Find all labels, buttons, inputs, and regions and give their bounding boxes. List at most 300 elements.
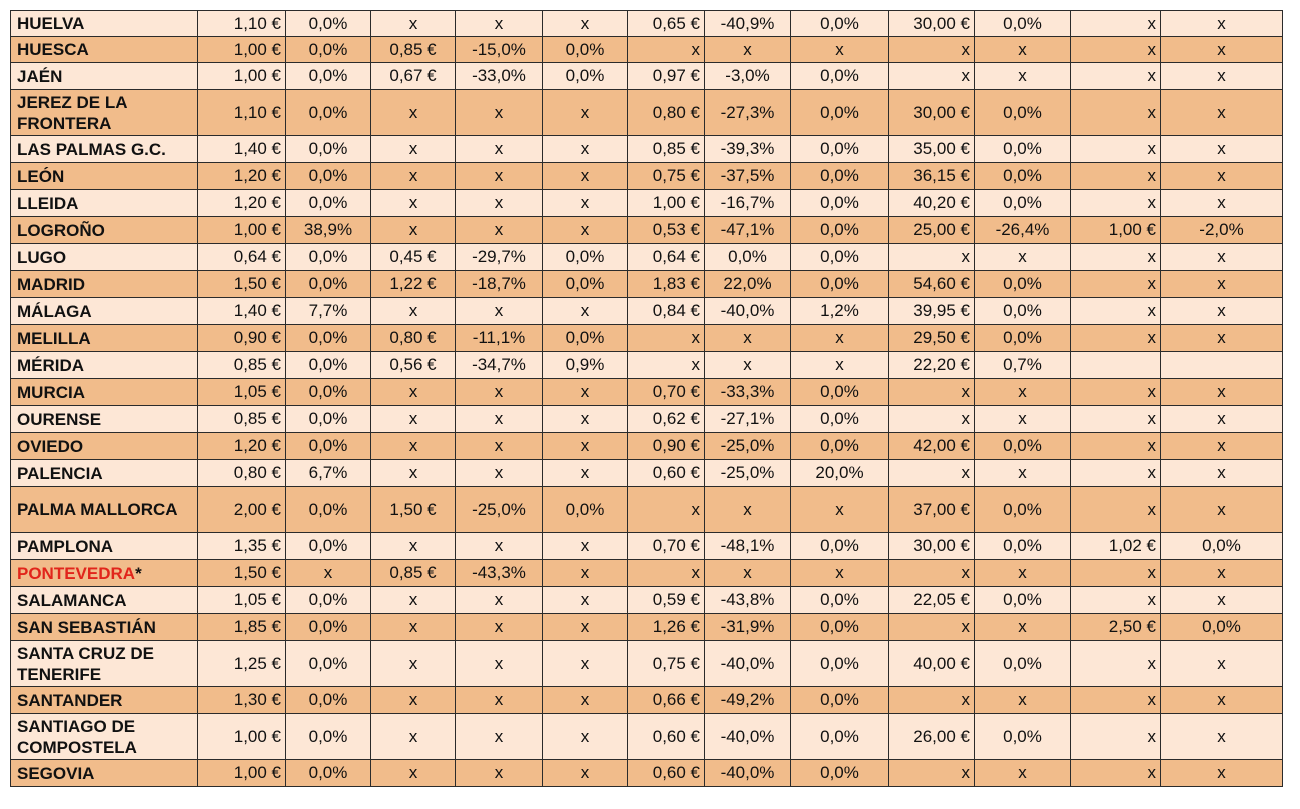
value-cell: 1,35 € <box>198 533 286 560</box>
table-row <box>11 433 1283 460</box>
value-cell: 0,0% <box>791 190 889 217</box>
value-cell: 1,00 € <box>198 63 286 90</box>
city-name: MÁLAGA <box>17 301 92 321</box>
city-cell <box>11 190 198 217</box>
value-cell: 0,66 € <box>628 687 705 714</box>
table-row <box>11 533 1283 560</box>
value-cell: 0,0% <box>286 379 371 406</box>
city-cell <box>11 760 198 787</box>
value-cell: 0,0% <box>975 533 1071 560</box>
value-cell: x <box>975 406 1071 433</box>
city-name: MURCIA <box>17 382 85 402</box>
value-cell: 0,0% <box>286 63 371 90</box>
value-cell: x <box>543 298 628 325</box>
value-cell: 30,00 € <box>889 11 975 37</box>
value-cell: 6,7% <box>286 460 371 487</box>
value-cell: 1,50 € <box>198 560 286 587</box>
value-cell: x <box>1071 271 1161 298</box>
value-cell: -27,3% <box>705 90 791 136</box>
city-cell <box>11 325 198 352</box>
value-cell: 0,0% <box>286 406 371 433</box>
value-cell: x <box>1071 487 1161 533</box>
value-cell: 0,80 € <box>371 325 456 352</box>
value-cell: x <box>705 325 791 352</box>
city-cell <box>11 687 198 714</box>
value-cell: 0,64 € <box>628 244 705 271</box>
value-cell: x <box>371 217 456 244</box>
value-cell: x <box>543 379 628 406</box>
city-name: JEREZ DE LA FRONTERA <box>17 92 127 133</box>
value-cell: x <box>1161 298 1283 325</box>
value-cell: 1,50 € <box>371 487 456 533</box>
value-cell: 36,15 € <box>889 163 975 190</box>
city-name: LOGROÑO <box>17 220 105 240</box>
city-cell <box>11 614 198 641</box>
value-cell: x <box>889 244 975 271</box>
value-cell: 0,85 € <box>371 560 456 587</box>
value-cell: 0,0% <box>975 714 1071 760</box>
value-cell: -25,0% <box>705 460 791 487</box>
value-cell: x <box>889 37 975 63</box>
value-cell: x <box>371 406 456 433</box>
value-cell: 1,2% <box>791 298 889 325</box>
value-cell: 0,0% <box>286 433 371 460</box>
table-row <box>11 614 1283 641</box>
value-cell: 1,00 € <box>198 760 286 787</box>
value-cell <box>1071 352 1161 379</box>
city-cell <box>11 244 198 271</box>
value-cell: 0,0% <box>791 433 889 460</box>
value-cell: x <box>371 533 456 560</box>
value-cell: 0,0% <box>975 325 1071 352</box>
city-name: PALMA MALLORCA <box>17 500 178 519</box>
table-row <box>11 352 1283 379</box>
value-cell: x <box>1161 11 1283 37</box>
value-cell: -43,3% <box>456 560 543 587</box>
value-cell: 0,0% <box>286 11 371 37</box>
value-cell: -34,7% <box>456 352 543 379</box>
city-name: LEÓN <box>17 166 65 186</box>
value-cell <box>1161 352 1283 379</box>
table-row <box>11 11 1283 37</box>
value-cell: 0,0% <box>286 614 371 641</box>
value-cell: x <box>1161 90 1283 136</box>
value-cell: x <box>1161 760 1283 787</box>
value-cell: x <box>1161 714 1283 760</box>
value-cell: x <box>286 560 371 587</box>
value-cell: -29,7% <box>456 244 543 271</box>
value-cell: x <box>543 641 628 687</box>
value-cell: -48,1% <box>705 533 791 560</box>
value-cell: 0,0% <box>791 641 889 687</box>
value-cell: -33,0% <box>456 63 543 90</box>
value-cell: x <box>543 760 628 787</box>
value-cell: x <box>456 190 543 217</box>
value-cell: 0,0% <box>975 163 1071 190</box>
value-cell: -40,0% <box>705 714 791 760</box>
value-cell: x <box>371 460 456 487</box>
table-row <box>11 136 1283 163</box>
value-cell: -43,8% <box>705 587 791 614</box>
value-cell: x <box>543 136 628 163</box>
value-cell: x <box>371 587 456 614</box>
value-cell: 0,85 € <box>198 406 286 433</box>
value-cell: x <box>1161 687 1283 714</box>
table-row <box>11 487 1283 533</box>
city-name: MELILLA <box>17 328 91 348</box>
city-name: LUGO <box>17 247 67 267</box>
value-cell: -40,0% <box>705 298 791 325</box>
value-cell: 0,60 € <box>628 460 705 487</box>
city-cell <box>11 163 198 190</box>
value-cell: 0,0% <box>975 641 1071 687</box>
table-row <box>11 687 1283 714</box>
value-cell: 0,0% <box>286 714 371 760</box>
city-name: PAMPLONA <box>17 536 114 556</box>
value-cell: 0,0% <box>543 244 628 271</box>
value-cell: x <box>975 460 1071 487</box>
value-cell: x <box>889 760 975 787</box>
value-cell: x <box>975 560 1071 587</box>
value-cell: 39,95 € <box>889 298 975 325</box>
city-cell <box>11 11 198 37</box>
value-cell: x <box>1161 163 1283 190</box>
value-cell: 1,02 € <box>1071 533 1161 560</box>
value-cell: 26,00 € <box>889 714 975 760</box>
city-name: LLEIDA <box>17 193 79 213</box>
value-cell: 29,50 € <box>889 325 975 352</box>
value-cell: x <box>889 614 975 641</box>
value-cell: 1,05 € <box>198 379 286 406</box>
city-cell <box>11 217 198 244</box>
value-cell: 0,75 € <box>628 641 705 687</box>
city-name: PONTEVEDRA <box>17 563 136 583</box>
value-cell: -25,0% <box>456 487 543 533</box>
value-cell: x <box>456 714 543 760</box>
value-cell: x <box>628 487 705 533</box>
value-cell: x <box>889 560 975 587</box>
value-cell: 1,26 € <box>628 614 705 641</box>
value-cell: 0,0% <box>791 760 889 787</box>
value-cell: 0,62 € <box>628 406 705 433</box>
value-cell: 1,40 € <box>198 136 286 163</box>
value-cell: x <box>1161 460 1283 487</box>
value-cell: x <box>791 37 889 63</box>
value-cell: 2,50 € <box>1071 614 1161 641</box>
value-cell: -16,7% <box>705 190 791 217</box>
value-cell: 1,00 € <box>198 217 286 244</box>
value-cell: 1,83 € <box>628 271 705 298</box>
value-cell: -18,7% <box>456 271 543 298</box>
value-cell: x <box>371 760 456 787</box>
value-cell: 30,00 € <box>889 90 975 136</box>
value-cell: x <box>543 614 628 641</box>
value-cell: x <box>371 714 456 760</box>
value-cell: 0,0% <box>791 379 889 406</box>
value-cell: 0,59 € <box>628 587 705 614</box>
value-cell: x <box>456 587 543 614</box>
value-cell: 0,0% <box>975 90 1071 136</box>
value-cell: x <box>1071 163 1161 190</box>
value-cell: x <box>975 63 1071 90</box>
value-cell: x <box>1071 298 1161 325</box>
value-cell: 37,00 € <box>889 487 975 533</box>
value-cell: -27,1% <box>705 406 791 433</box>
value-cell: 0,0% <box>543 271 628 298</box>
value-cell: 0,0% <box>286 352 371 379</box>
value-cell: x <box>628 325 705 352</box>
value-cell: -39,3% <box>705 136 791 163</box>
value-cell: -15,0% <box>456 37 543 63</box>
city-cell <box>11 90 198 136</box>
city-cell <box>11 641 198 687</box>
city-name: SEGOVIA <box>17 763 95 783</box>
value-cell: 1,25 € <box>198 641 286 687</box>
value-cell: 0,0% <box>791 11 889 37</box>
value-cell: 0,0% <box>286 163 371 190</box>
value-cell: 0,0% <box>791 244 889 271</box>
value-cell: x <box>628 37 705 63</box>
city-cell <box>11 136 198 163</box>
value-cell: x <box>791 560 889 587</box>
city-cell <box>11 37 198 63</box>
value-cell: x <box>543 560 628 587</box>
value-cell: x <box>543 533 628 560</box>
value-cell: x <box>791 487 889 533</box>
value-cell: x <box>456 217 543 244</box>
value-cell: 0,0% <box>286 190 371 217</box>
value-cell: x <box>1071 560 1161 587</box>
value-cell: x <box>1071 136 1161 163</box>
value-cell: x <box>456 406 543 433</box>
price-table <box>10 10 1283 787</box>
value-cell: x <box>456 379 543 406</box>
value-cell: x <box>1161 136 1283 163</box>
value-cell: 0,0% <box>543 63 628 90</box>
value-cell: 0,0% <box>286 136 371 163</box>
table-row <box>11 298 1283 325</box>
value-cell: x <box>1071 714 1161 760</box>
value-cell: 42,00 € <box>889 433 975 460</box>
value-cell: x <box>543 460 628 487</box>
value-cell: x <box>371 190 456 217</box>
value-cell: 0,75 € <box>628 163 705 190</box>
value-cell: 1,00 € <box>198 37 286 63</box>
value-cell: 0,80 € <box>198 460 286 487</box>
value-cell: 1,20 € <box>198 163 286 190</box>
value-cell: 0,0% <box>286 587 371 614</box>
value-cell: 0,60 € <box>628 714 705 760</box>
value-cell: x <box>1071 190 1161 217</box>
value-cell: 35,00 € <box>889 136 975 163</box>
value-cell: 0,0% <box>1161 614 1283 641</box>
value-cell: x <box>456 136 543 163</box>
value-cell: x <box>889 63 975 90</box>
city-name: SANTIAGO DE COMPOSTELA <box>17 716 137 757</box>
value-cell: 1,20 € <box>198 190 286 217</box>
table-row <box>11 244 1283 271</box>
value-cell: 0,60 € <box>628 760 705 787</box>
city-name: HUELVA <box>17 14 85 33</box>
value-cell: x <box>889 406 975 433</box>
value-cell: 0,0% <box>975 433 1071 460</box>
value-cell: 0,0% <box>543 37 628 63</box>
city-cell <box>11 406 198 433</box>
value-cell: x <box>543 714 628 760</box>
value-cell: 0,0% <box>286 641 371 687</box>
city-marker: * <box>135 563 142 583</box>
value-cell: -40,0% <box>705 641 791 687</box>
value-cell: x <box>1071 325 1161 352</box>
value-cell: x <box>1161 190 1283 217</box>
value-cell: x <box>1071 244 1161 271</box>
value-cell: 0,70 € <box>628 533 705 560</box>
value-cell: x <box>456 90 543 136</box>
value-cell: -40,9% <box>705 11 791 37</box>
value-cell: -26,4% <box>975 217 1071 244</box>
value-cell: 1,22 € <box>371 271 456 298</box>
value-cell: x <box>456 433 543 460</box>
city-name: SALAMANCA <box>17 590 127 610</box>
city-cell <box>11 587 198 614</box>
value-cell: x <box>371 136 456 163</box>
value-cell: x <box>456 460 543 487</box>
value-cell: x <box>1161 244 1283 271</box>
value-cell: x <box>1161 487 1283 533</box>
value-cell: 1,05 € <box>198 587 286 614</box>
city-name: SANTA CRUZ DE TENERIFE <box>17 643 154 684</box>
value-cell: x <box>1071 406 1161 433</box>
value-cell: 0,0% <box>975 298 1071 325</box>
value-cell: 1,10 € <box>198 11 286 37</box>
value-cell: 0,0% <box>286 760 371 787</box>
city-cell <box>11 352 198 379</box>
value-cell: x <box>1161 587 1283 614</box>
value-cell: x <box>543 217 628 244</box>
value-cell: -11,1% <box>456 325 543 352</box>
value-cell: 38,9% <box>286 217 371 244</box>
value-cell: 0,53 € <box>628 217 705 244</box>
value-cell: 0,0% <box>791 587 889 614</box>
value-cell: 0,0% <box>791 687 889 714</box>
value-cell: 0,0% <box>1161 533 1283 560</box>
value-cell: x <box>1161 325 1283 352</box>
value-cell: 0,0% <box>286 271 371 298</box>
value-cell: 0,7% <box>975 352 1071 379</box>
city-name: SANTANDER <box>17 690 123 710</box>
value-cell: x <box>1071 37 1161 63</box>
table-row <box>11 560 1283 587</box>
value-cell: 22,05 € <box>889 587 975 614</box>
table-row <box>11 406 1283 433</box>
table-row <box>11 271 1283 298</box>
city-cell <box>11 714 198 760</box>
value-cell: x <box>456 533 543 560</box>
city-cell <box>11 460 198 487</box>
value-cell: 0,0% <box>975 190 1071 217</box>
value-cell: x <box>975 687 1071 714</box>
value-cell: -40,0% <box>705 760 791 787</box>
value-cell: 1,30 € <box>198 687 286 714</box>
value-cell: x <box>1071 460 1161 487</box>
value-cell: x <box>456 760 543 787</box>
table-row <box>11 163 1283 190</box>
value-cell: x <box>371 11 456 37</box>
table-row <box>11 379 1283 406</box>
table-row <box>11 37 1283 63</box>
value-cell: 0,85 € <box>628 136 705 163</box>
table-row <box>11 587 1283 614</box>
city-name: LAS PALMAS G.C. <box>17 139 166 159</box>
value-cell: x <box>371 298 456 325</box>
value-cell: x <box>1161 560 1283 587</box>
value-cell: 7,7% <box>286 298 371 325</box>
value-cell: 0,0% <box>791 406 889 433</box>
value-cell: 0,85 € <box>371 37 456 63</box>
value-cell: x <box>543 190 628 217</box>
value-cell: x <box>1071 587 1161 614</box>
value-cell: -47,1% <box>705 217 791 244</box>
value-cell: 0,90 € <box>628 433 705 460</box>
value-cell: 1,50 € <box>198 271 286 298</box>
table-row <box>11 190 1283 217</box>
table-row <box>11 63 1283 90</box>
value-cell: x <box>1161 271 1283 298</box>
value-cell: 1,00 € <box>198 714 286 760</box>
value-cell: x <box>456 298 543 325</box>
value-cell: x <box>975 379 1071 406</box>
value-cell: x <box>1071 641 1161 687</box>
value-cell: -37,5% <box>705 163 791 190</box>
value-cell: 0,0% <box>286 37 371 63</box>
value-cell: 0,0% <box>791 90 889 136</box>
value-cell: 0,65 € <box>628 11 705 37</box>
value-cell: 0,0% <box>286 90 371 136</box>
value-cell: 0,0% <box>975 587 1071 614</box>
city-name: JAÉN <box>17 66 63 86</box>
table-row <box>11 714 1283 760</box>
value-cell: 0,0% <box>286 533 371 560</box>
value-cell: x <box>543 687 628 714</box>
value-cell: 0,0% <box>975 487 1071 533</box>
value-cell: 0,0% <box>791 163 889 190</box>
table-body <box>11 11 1283 787</box>
city-name: SAN SEBASTIÁN <box>17 617 156 637</box>
value-cell: x <box>628 560 705 587</box>
value-cell: 0,0% <box>705 244 791 271</box>
value-cell: 22,0% <box>705 271 791 298</box>
value-cell: 0,0% <box>791 217 889 244</box>
value-cell: 40,20 € <box>889 190 975 217</box>
value-cell: x <box>705 37 791 63</box>
value-cell: 0,0% <box>286 487 371 533</box>
value-cell: x <box>889 687 975 714</box>
value-cell: x <box>1071 63 1161 90</box>
value-cell: 0,64 € <box>198 244 286 271</box>
value-cell: x <box>791 352 889 379</box>
value-cell: x <box>456 614 543 641</box>
value-cell: x <box>543 433 628 460</box>
value-cell: x <box>1161 406 1283 433</box>
table-row <box>11 760 1283 787</box>
value-cell: 1,20 € <box>198 433 286 460</box>
value-cell: x <box>791 325 889 352</box>
value-cell: x <box>1071 11 1161 37</box>
value-cell: -3,0% <box>705 63 791 90</box>
value-cell: 0,84 € <box>628 298 705 325</box>
value-cell: 0,0% <box>286 687 371 714</box>
value-cell: 0,97 € <box>628 63 705 90</box>
